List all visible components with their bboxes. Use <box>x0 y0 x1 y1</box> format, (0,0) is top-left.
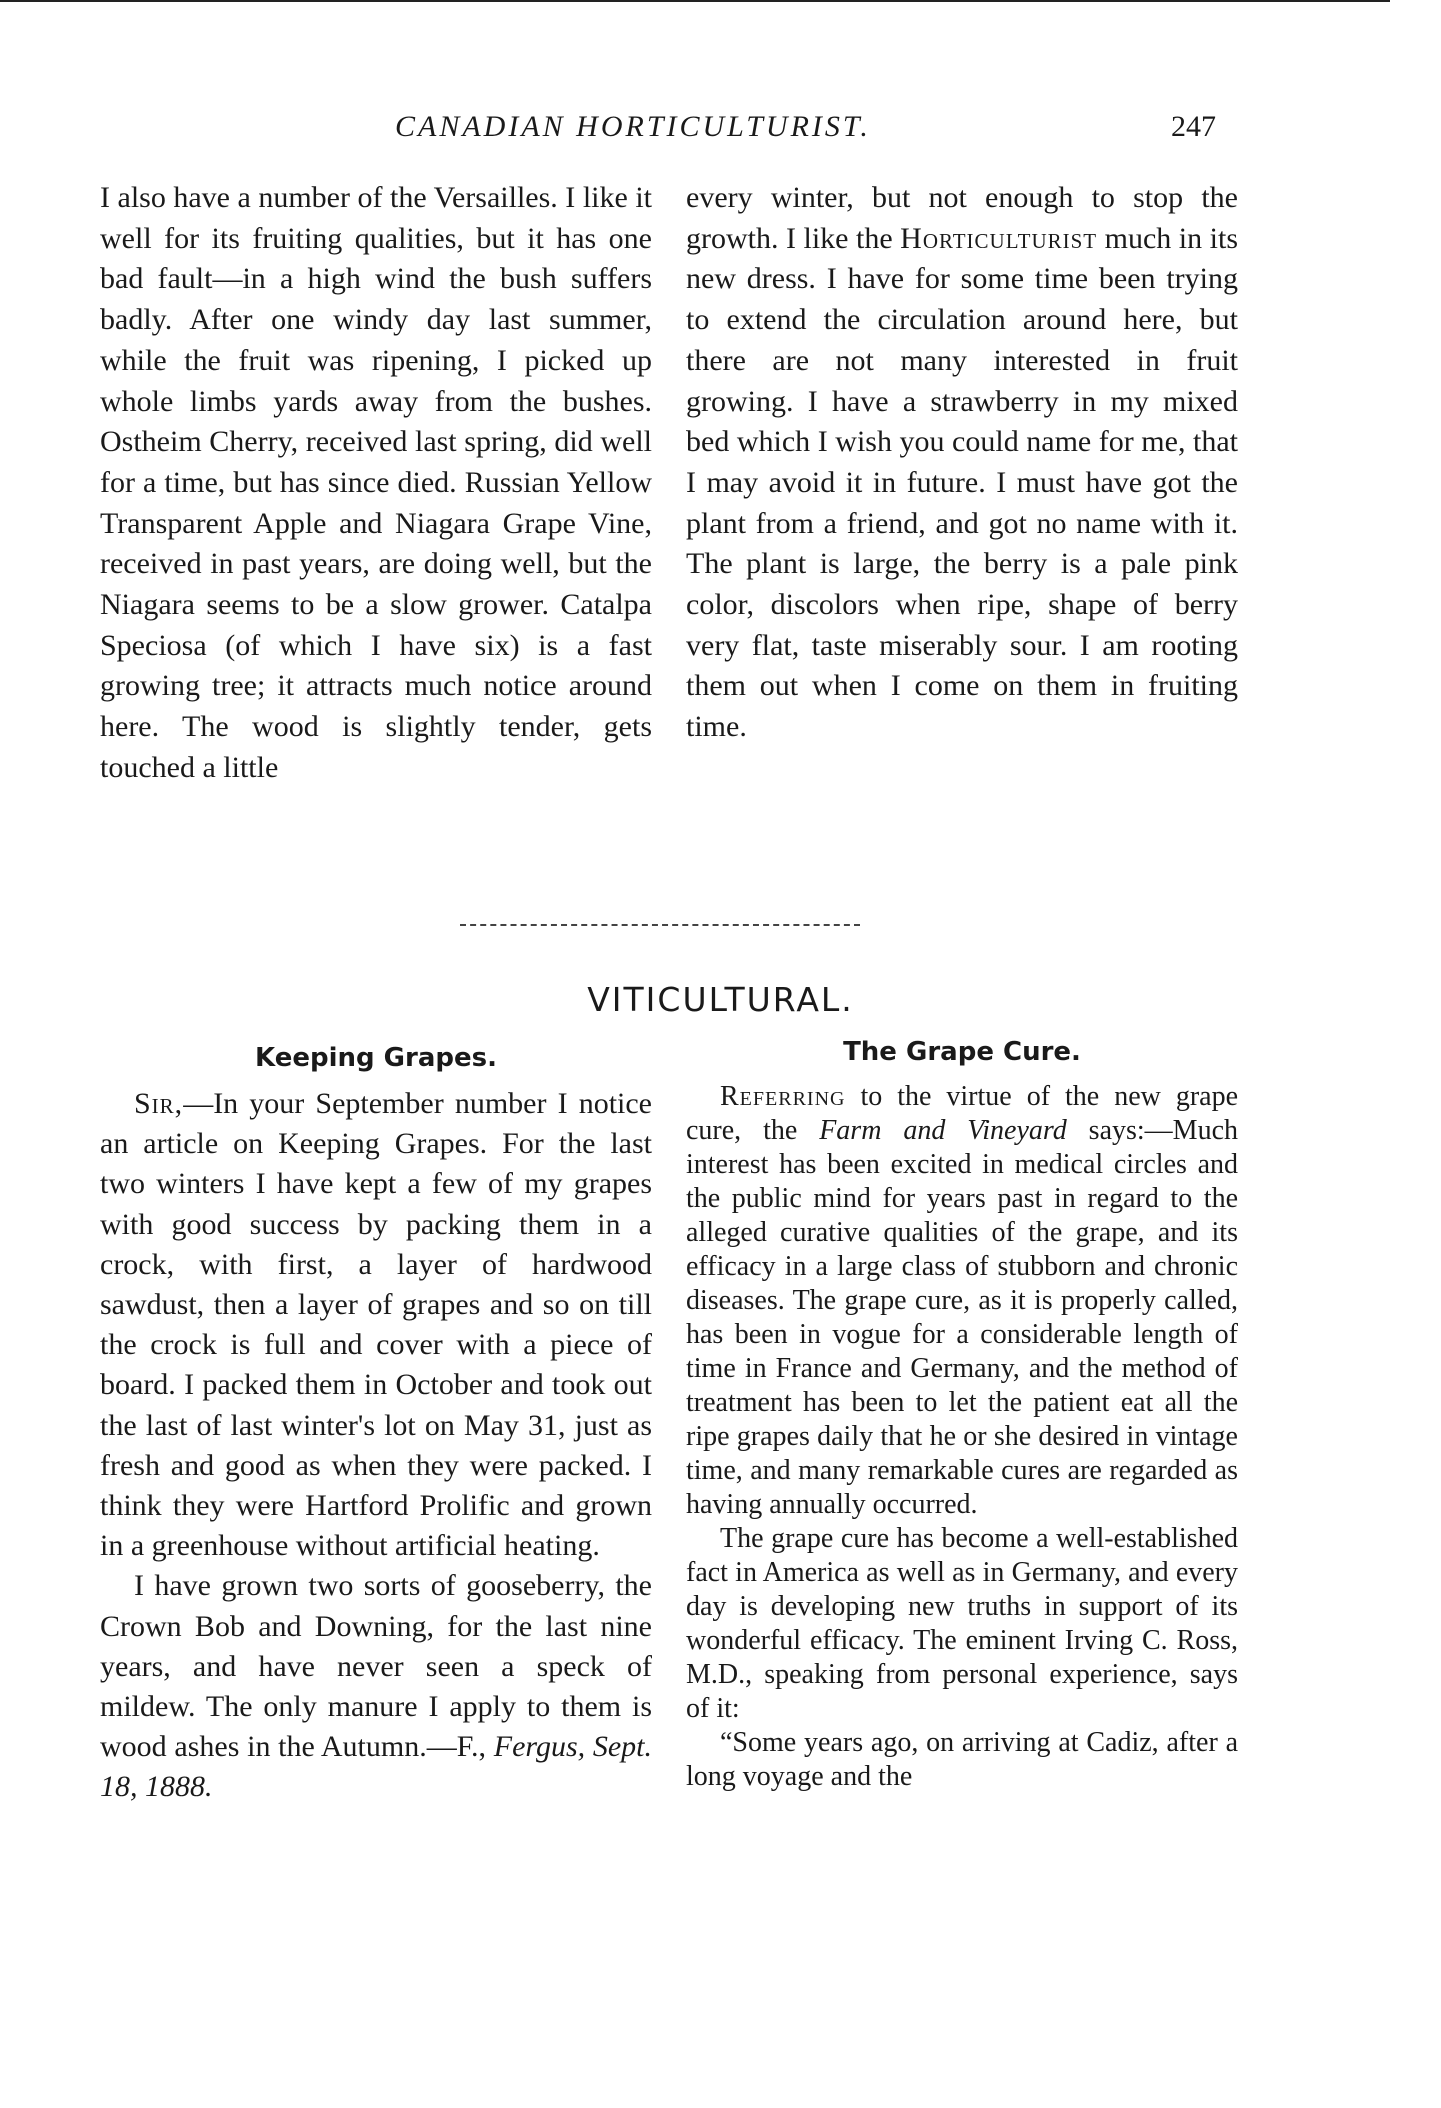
top-right-column <box>686 178 1238 748</box>
top-rule <box>0 0 1390 2</box>
grape-cure-paragraph: The grape cure has become a well-established fact in America as well as in Germany, and every day is developing new truths in support of its wonderful efficacy. The eminent Irving C. Ross, M.D., speaking from personal experience, says of it: <box>686 1523 1238 1724</box>
text-run: says:—Much interest has been excited in medical circles and the public mind for years past in regard to the alleged curative qualities of the grape, and its efficacy in a large class of stubborn and chronic diseases. The grape cure, as it is properly called, has been in vogue for a considerable length of time in France and Germany, and the method of treatment has been to let the patient eat all the ripe grapes daily that he or she desired in vintage time, and many remarkable cures are regarded as having annually occurred. <box>686 1115 1238 1520</box>
grape-cure-heading: The Grape Cure. <box>843 1037 1081 1067</box>
page-number: 247 <box>1171 110 1216 143</box>
running-header: CANADIAN HORTICULTURIST. <box>395 110 871 143</box>
text-run: every winter, but not enough to stop the growth. I like the <box>686 181 1238 255</box>
lead-word: Referring <box>720 1081 846 1112</box>
letter-continuation-right <box>686 178 1238 748</box>
keeping-grapes-paragraph <box>100 1566 652 1807</box>
grape-cure-paragraph: “Some years ago, on arriving at Cadiz, after a long voyage and the <box>686 1727 1238 1792</box>
publication-name: Farm and Vineyard <box>819 1115 1067 1146</box>
section-divider <box>460 924 860 926</box>
grape-cure-paragraph <box>686 1080 1238 1522</box>
salutation: Sir, <box>134 1087 184 1120</box>
keeping-grapes-heading: Keeping Grapes. <box>255 1043 497 1073</box>
keeping-grapes-paragraph <box>100 1084 652 1566</box>
text-run: to the virtue of the new grape cure, the <box>686 1081 1238 1146</box>
section-title: VITICULTURAL. <box>587 980 854 1019</box>
text-run: much in its new dress. I have for some time been trying to extend the circulation around here, but there are not many interested in fruit growing. I have a strawberry in my mixed bed which I wish you could name for me, that I may avoid it in future. I must have got the plant from a friend, and got no name with it. The plant is large, the berry is a pale pink color, discolors when ripe, shape of berry very flat, taste miserably sour. I am rooting them out when I come on them in fruiting time. <box>686 221 1238 744</box>
journal-name: Horticulturist <box>900 221 1098 255</box>
keeping-grapes-column <box>100 1084 652 1808</box>
text-run: —In your September number I notice an article on Keeping Grapes. For the last two winters I have kept a few of my grapes with good success by packing them in a crock, with first, a layer of hardwood sawdust, then a layer of grapes and so on till the crock is full and cover with a piece of board. I packed them in October and took out the last of last winter's lot on May 31, just as fresh and good as when they were packed. I think they were Hartford Prolific and grown in a greenhouse without artificial heating. <box>100 1087 652 1563</box>
letter-continuation-left: I also have a number of the Versailles. I like it well for its fruiting qualities, but it has one bad fault—in a high wind the bush suffers badly. After one windy day last summer, while the fruit was ripening, I picked up whole limbs yards away from the bushes. Ostheim Cherry, received last spring, did well for a time, but has since died. Russian Yellow Transparent Apple and Niagara Grape Vine, received in past years, are doing well, but the Niagara seems to be a slow grower. Catalpa Speciosa (of which I have six) is a fast growing tree; it attracts much notice around here. The wood is slightly tender, gets touched a little <box>100 181 652 784</box>
top-left-column <box>100 178 652 789</box>
signature: Fergus, Sept. 18, 1888. <box>100 1730 653 1804</box>
grape-cure-column <box>686 1080 1238 1794</box>
text-run: I have grown two sorts of gooseberry, the Crown Bob and Downing, for the last nine years, and have never seen a speck of mildew. The only manure I apply to them is wood ashes in the Autumn.—F., <box>100 1569 652 1764</box>
